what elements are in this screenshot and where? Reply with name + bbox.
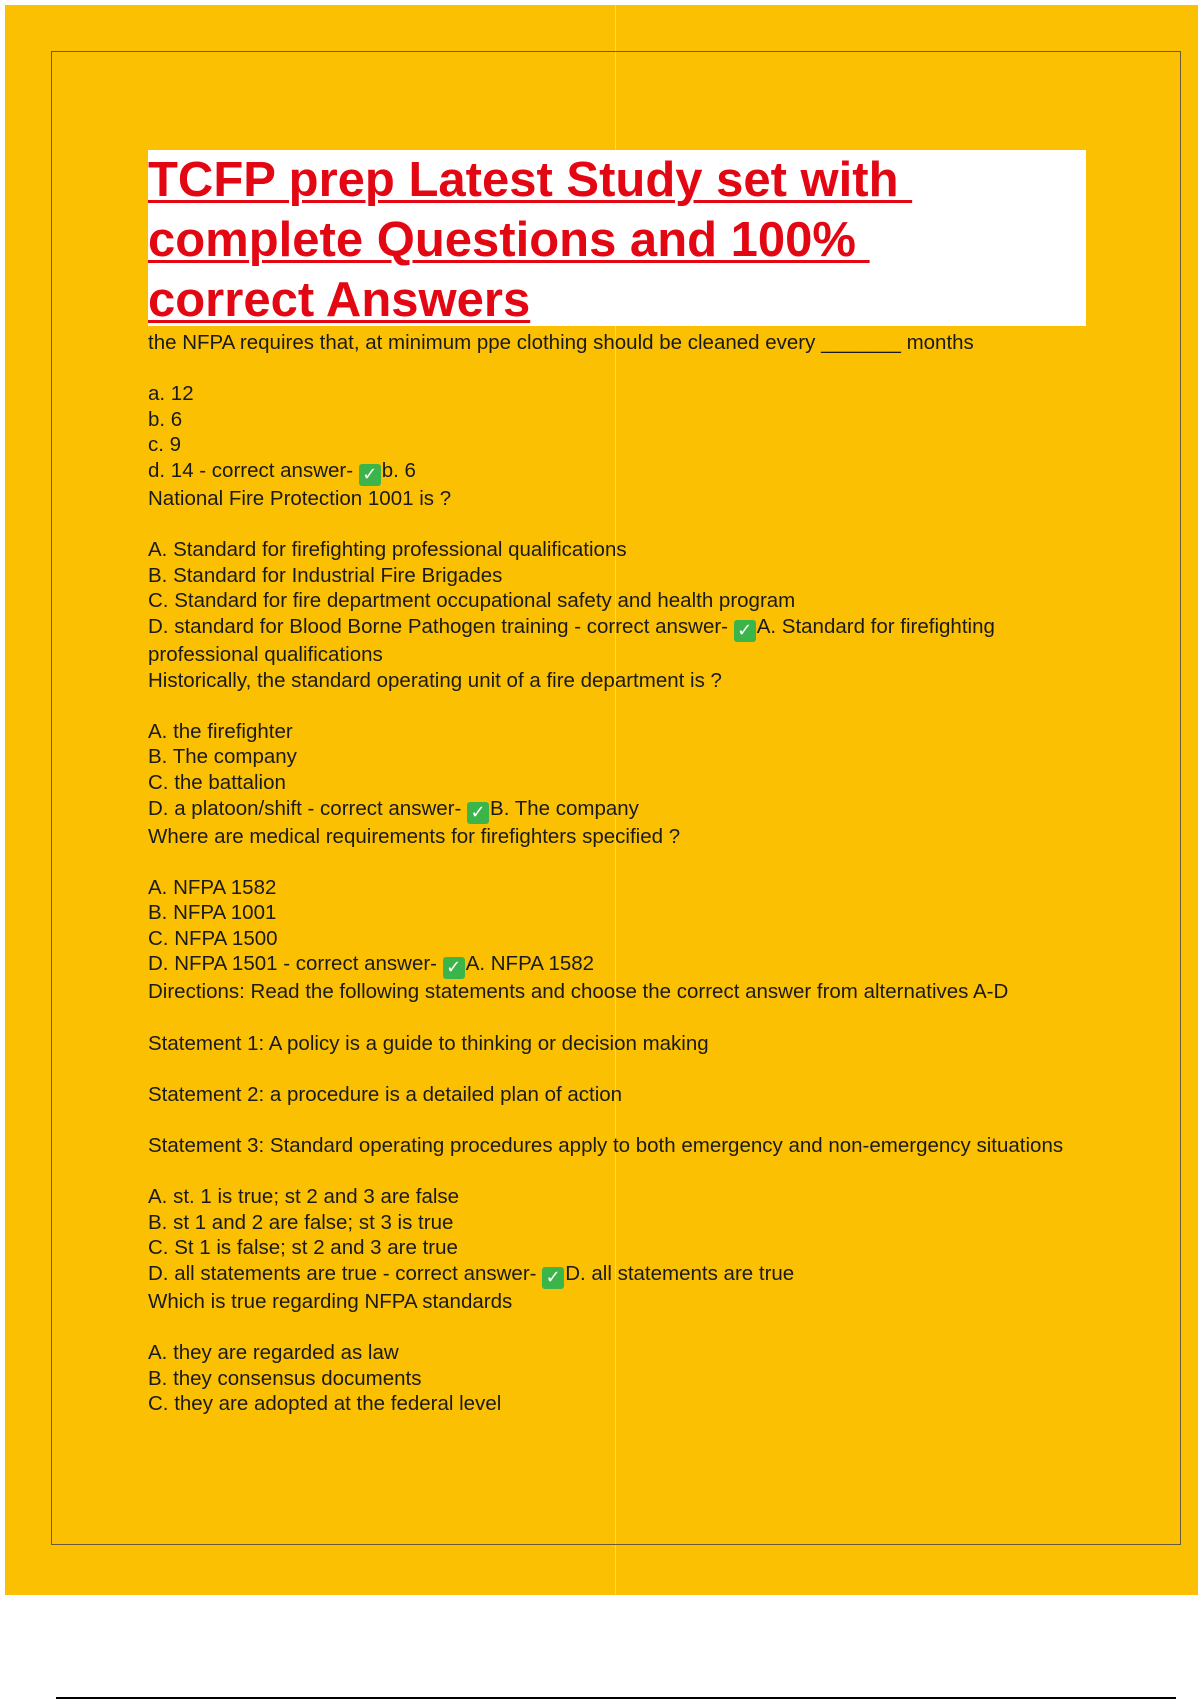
check-mark-icon: ✓ <box>734 620 756 642</box>
answer-option: b. 6 <box>148 407 183 431</box>
answer-option: A. Standard for firefighting professional qualifications <box>148 538 627 562</box>
answer-option: D. standard for Blood Borne Pathogen training - correct answer- <box>148 614 734 638</box>
answer-option-with-key <box>148 1261 1083 1289</box>
answer-option: B. Standard for Industrial Fire Brigades <box>148 563 503 587</box>
answer-option-with-key <box>148 614 1083 668</box>
answer-option: C. the battalion <box>148 770 286 794</box>
answer-option: D. a platoon/shift - correct answer- <box>148 796 468 820</box>
question-prompt: Historically, the standard operating unit of a fire department is ? <box>148 668 722 692</box>
question-prompt: Directions: Read the following statements and choose the correct answer from alternatives A-D <box>148 980 1009 1004</box>
document-title-line-1: TCFP prep Latest Study set with <box>148 153 913 207</box>
answer-option: B. NFPA 1001 <box>148 901 277 925</box>
answer-option: d. 14 - correct answer- <box>148 458 359 482</box>
answer-option: c. 9 <box>148 433 182 457</box>
answer-option-with-key <box>148 458 1083 486</box>
spacer <box>148 693 1083 719</box>
spacer <box>148 849 1083 875</box>
statement: Statement 1: A policy is a guide to thinking or decision making <box>148 1031 709 1055</box>
answer-option: C. they are adopted at the federal level <box>148 1392 502 1416</box>
check-mark-icon: ✓ <box>467 802 489 824</box>
spacer <box>148 512 1083 538</box>
question-prompt: the NFPA requires that, at minimum ppe clothing should be cleaned every _______ months <box>148 331 974 354</box>
spacer <box>148 1107 1083 1133</box>
check-mark-icon: ✓ <box>542 1267 564 1289</box>
statement: Statement 2: a procedure is a detailed plan of action <box>148 1082 623 1106</box>
answer-option: C. NFPA 1500 <box>148 926 278 950</box>
statement: Statement 3: Standard operating procedures apply to both emergency and non-emergency situations <box>148 1134 1064 1158</box>
answer-option: C. St 1 is false; st 2 and 3 are true <box>148 1236 458 1260</box>
question-prompt: National Fire Protection 1001 is ? <box>148 486 452 510</box>
document-title-line-3: correct Answers <box>148 273 531 327</box>
answer-option: B. they consensus documents <box>148 1366 422 1390</box>
check-mark-icon: ✓ <box>359 464 381 486</box>
check-mark-icon: ✓ <box>443 957 465 979</box>
answer-option: D. NFPA 1501 - correct answer- <box>148 952 443 976</box>
answer-option-with-key <box>148 796 1083 824</box>
page-bottom-rule <box>56 1697 1176 1699</box>
answer-option: a. 12 <box>148 382 194 406</box>
answer-option: A. NFPA 1582 <box>148 875 277 899</box>
answer-option: A. the firefighter <box>148 719 293 743</box>
answer-option: C. Standard for fire department occupational safety and health program <box>148 589 796 613</box>
answer-option: D. all statements are true - correct answer- <box>148 1262 543 1285</box>
spacer <box>148 1056 1083 1082</box>
spacer <box>148 1005 1083 1031</box>
correct-answer: A. NFPA 1582 <box>465 952 595 976</box>
spacer <box>148 1159 1083 1185</box>
correct-answer: b. 6 <box>381 458 416 482</box>
document-title-line-2: complete Questions and 100% <box>148 213 870 267</box>
answer-option: B. The company <box>148 745 297 769</box>
study-set-body <box>148 330 1083 1417</box>
answer-option: B. st 1 and 2 are false; st 3 is true <box>148 1210 454 1234</box>
answer-option-with-key <box>148 951 1083 979</box>
question-prompt: Which is true regarding NFPA standards <box>148 1290 513 1313</box>
correct-answer: B. The company <box>490 796 639 820</box>
spacer <box>148 1315 1083 1341</box>
answer-option: A. st. 1 is true; st 2 and 3 are false <box>148 1185 460 1209</box>
question-prompt: Where are medical requirements for firefighters specified ? <box>148 824 681 848</box>
answer-option: A. they are regarded as law <box>148 1341 399 1365</box>
correct-answer: A. Standard for firefighting professional qualifications <box>148 614 995 666</box>
correct-answer: D. all statements are true <box>565 1262 795 1285</box>
spacer <box>148 356 1083 382</box>
